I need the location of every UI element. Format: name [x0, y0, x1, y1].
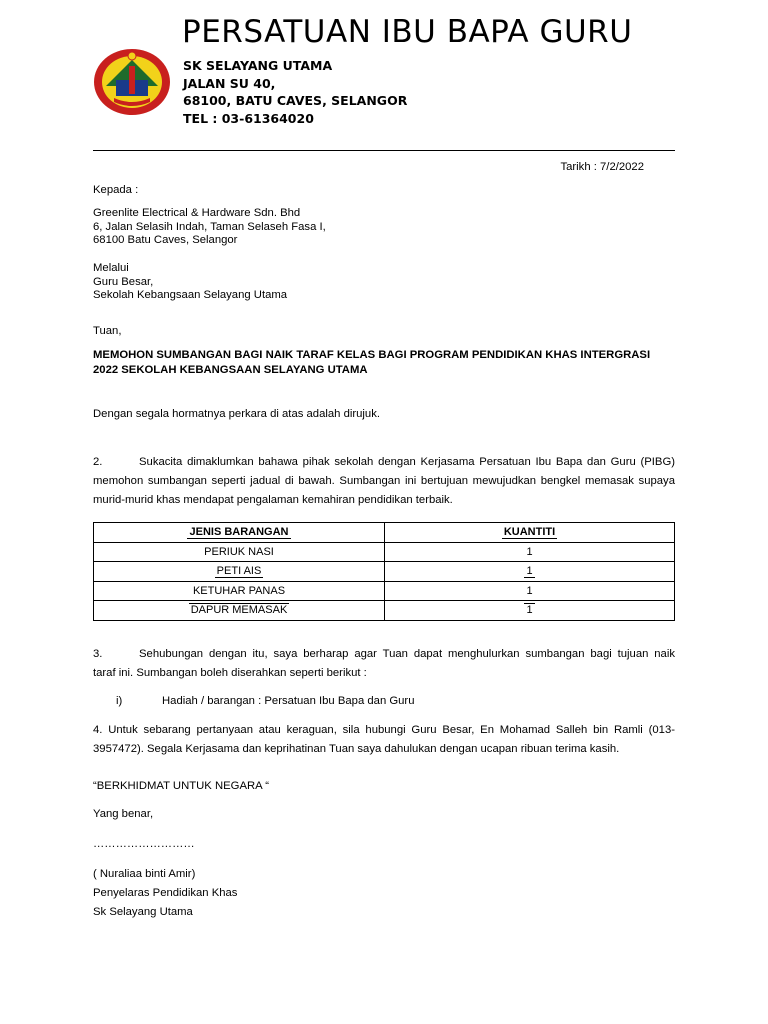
recipient-line: Greenlite Electrical & Hardware Sdn. Bhd	[93, 207, 301, 219]
paragraph-2-line: memohon sumbangan seperti jadual di bawah. Sumbangan ini bertujuan mewujudkan bengkel memasak supaya	[93, 475, 675, 487]
table-row	[94, 562, 675, 582]
closing: Yang benar,	[93, 808, 154, 820]
list-marker: i)	[116, 695, 123, 707]
recipient-line: 6, Jalan Selasih Indah, Taman Selaseh Fasa I,	[93, 220, 326, 233]
signatory-name: ( Nuraliaa binti Amir)	[93, 868, 196, 880]
signature-line: ………………………	[93, 838, 195, 850]
qty-cell: 1	[385, 542, 675, 562]
paragraph-2-line: murid-murid khas mendapat pengalaman kemahiran pendidikan terbaik.	[93, 494, 453, 506]
paragraph-2-text: Sukacita dimaklumkan bahawa pihak sekolah dengan Kerjasama Persatuan Ibu Bapa dan Guru (PIBG)	[139, 456, 675, 468]
item-cell	[94, 601, 385, 621]
address-line: SK SELAYANG UTAMA	[183, 58, 333, 73]
letterhead-divider	[93, 150, 675, 151]
paragraph-1: Dengan segala hormatnya perkara di atas adalah dirujuk.	[93, 408, 380, 420]
recipient-line: 68100 Batu Caves, Selangor	[93, 234, 238, 246]
to-label: Kepada :	[93, 184, 139, 196]
item-cell: PERIUK NASI	[94, 542, 385, 562]
qty-cell	[385, 601, 675, 621]
paragraph-3-text: Sehubungan dengan itu, saya berharap agar Tuan dapat menghulurkan sumbangan bagi tujuan naik	[139, 648, 675, 660]
motto: “BERKHIDMAT UNTUK NEGARA “	[93, 780, 269, 792]
address-line: 68100, BATU CAVES, SELANGOR	[183, 93, 408, 108]
address-line: JALAN SU 40,	[183, 75, 276, 91]
table-header-cell	[385, 523, 675, 543]
paragraph-4-line: 4. Untuk sebarang pertanyaan atau keraguan, sila hubungi Guru Besar, En Mohamad Salleh bin Ramli (013-	[93, 724, 675, 736]
item-cell	[94, 562, 385, 582]
table-header-row	[94, 523, 675, 543]
signatory-title: Penyelaras Pendidikan Khas	[93, 887, 238, 899]
paragraph-4	[93, 721, 675, 759]
list-item	[116, 695, 414, 709]
item-label: PETI AIS	[216, 565, 262, 578]
table-row	[94, 581, 675, 601]
paragraph-4-line: 3957472). Segala Kerjasama dan keprihatinan Tuan saya dahulukan dengan ucapan ribuan terima kasih.	[93, 743, 620, 755]
signatory-school: Sk Selayang Utama	[93, 906, 193, 918]
paragraph-number: 2.	[93, 456, 103, 468]
qty-label: 1	[526, 604, 533, 617]
qty-label: 1	[526, 565, 533, 578]
recipient-address	[93, 207, 326, 248]
table-row	[94, 601, 675, 621]
table-row	[94, 542, 675, 562]
address-line: TEL : 03-61364020	[183, 110, 314, 126]
organization-title: PERSATUAN IBU BAPA GURU	[182, 14, 633, 50]
salutation: Tuan,	[93, 325, 122, 337]
paragraph-3	[93, 645, 675, 683]
paragraph-3-line	[93, 645, 675, 664]
school-crest-logo	[92, 46, 172, 118]
list-text: Hadiah / barangan : Persatuan Ibu Bapa dan Guru	[162, 695, 415, 707]
header-label: KUANTITI	[503, 526, 556, 539]
item-label: DAPUR MEMASAK	[190, 604, 288, 617]
letter-subject: MEMOHON SUMBANGAN BAGI NAIK TARAF KELAS BAGI PROGRAM PENDIDIKAN KHAS INTERGRASI 2022 SEKOLAH KEBANGSAAN SELAYANG UTAMA	[93, 349, 651, 376]
items-table	[93, 522, 675, 621]
paragraph-2	[93, 453, 675, 510]
letterhead-address	[183, 57, 407, 127]
letter-date: Tarikh : 7/2/2022	[560, 161, 644, 173]
header-label: JENIS BARANGAN	[189, 526, 289, 539]
paragraph-2-line	[93, 453, 675, 472]
paragraph-3-line: taraf ini. Sumbangan boleh diserahkan seperti berikut :	[93, 667, 367, 679]
table-header-cell	[94, 523, 385, 543]
via-line: Guru Besar,	[93, 275, 154, 288]
signatory-block	[93, 865, 237, 922]
via-line: Sekolah Kebangsaan Selayang Utama	[93, 289, 288, 301]
paragraph-number: 3.	[93, 648, 103, 660]
via-line: Melalui	[93, 262, 129, 274]
qty-cell: 1	[385, 581, 675, 601]
qty-cell	[385, 562, 675, 582]
via-address	[93, 262, 287, 303]
item-cell: KETUHAR PANAS	[94, 581, 385, 601]
